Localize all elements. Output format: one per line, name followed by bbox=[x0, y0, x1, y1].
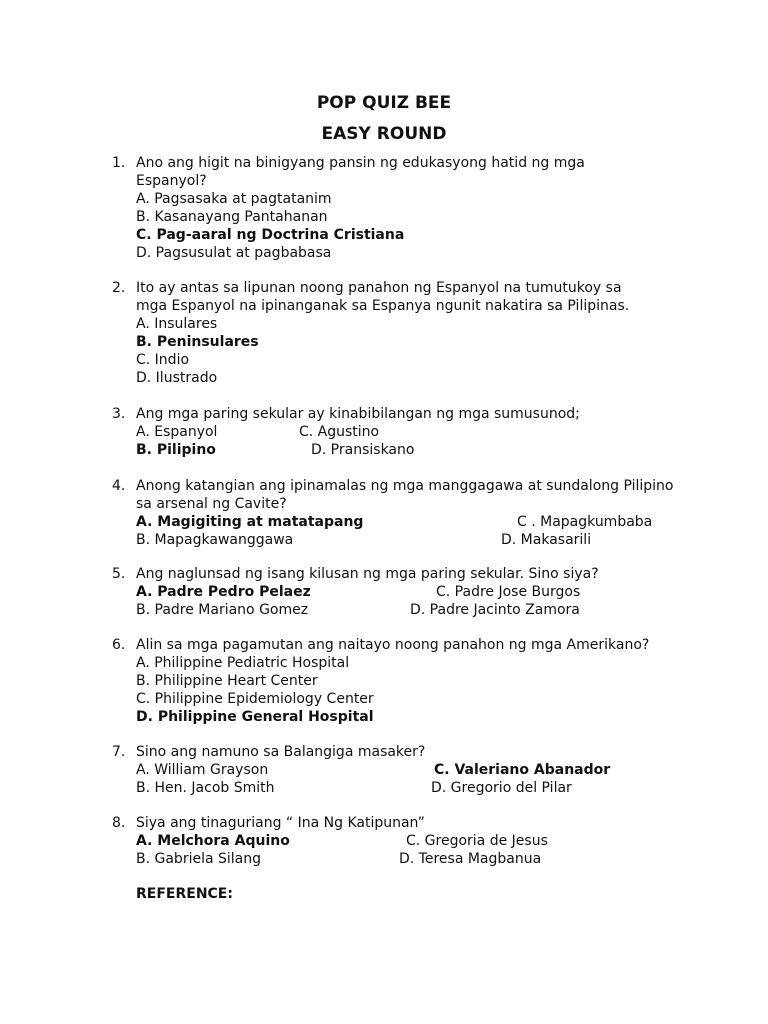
choice-b: B. Philippine Heart Center bbox=[136, 673, 318, 689]
choice-b-answer: B. Pilipino bbox=[136, 442, 216, 458]
choice-d: D. Makasarili bbox=[501, 532, 592, 548]
question-text-line: Sino ang namuno sa Balangiga masaker? bbox=[136, 744, 426, 760]
choice-d: D. Gregorio del Pilar bbox=[431, 780, 572, 796]
choice-b: B. Kasanayang Pantahanan bbox=[136, 209, 328, 225]
question-number: 5. bbox=[112, 566, 126, 582]
choice-b-answer: B. Peninsulares bbox=[136, 334, 259, 350]
choice-a-answer: A. Magigiting at matatapang bbox=[136, 514, 364, 530]
question-text-line: mga Espanyol na ipinanganak sa Espanya ngunit nakatira sa Pilipinas. bbox=[136, 298, 630, 314]
choice-d: D. Pransiskano bbox=[311, 442, 415, 458]
choice-c: C. Gregoria de Jesus bbox=[406, 833, 548, 849]
question-text-line: Ito ay antas sa lipunan noong panahon ng Espanyol na tumutukoy sa bbox=[136, 280, 622, 296]
choice-c: C. Agustino bbox=[299, 424, 380, 440]
question-number: 7. bbox=[112, 744, 126, 760]
question-text-line: Espanyol? bbox=[136, 173, 207, 189]
question-number: 3. bbox=[112, 406, 126, 422]
choice-a: A. William Grayson bbox=[136, 762, 269, 778]
round-title: EASY ROUND bbox=[321, 124, 447, 144]
choice-a-answer: A. Padre Pedro Pelaez bbox=[136, 584, 311, 600]
choice-a: A. Philippine Pediatric Hospital bbox=[136, 655, 350, 671]
question-number: 1. bbox=[112, 155, 126, 171]
choice-b: B. Hen. Jacob Smith bbox=[136, 780, 275, 796]
choice-d: D. Teresa Magbanua bbox=[399, 851, 542, 867]
document-title: POP QUIZ BEE bbox=[316, 93, 452, 113]
choice-d: D. Pagsusulat at pagbabasa bbox=[136, 245, 332, 261]
question-text-line: Alin sa mga pagamutan ang naitayo noong panahon ng mga Amerikano? bbox=[136, 637, 650, 653]
choice-a: A. Espanyol bbox=[136, 424, 218, 440]
choice-c: C . Mapagkumbaba bbox=[517, 514, 653, 530]
reference-label: REFERENCE: bbox=[136, 886, 233, 902]
question-text-line: Ang naglunsad ng isang kilusan ng mga paring sekular. Sino siya? bbox=[136, 566, 599, 582]
choice-b: B. Mapagkawanggawa bbox=[136, 532, 294, 548]
choice-b: B. Gabriela Silang bbox=[136, 851, 262, 867]
choice-a-answer: A. Melchora Aquino bbox=[136, 833, 290, 849]
choice-d-answer: D. Philippine General Hospital bbox=[136, 709, 374, 725]
question-number: 4. bbox=[112, 478, 126, 494]
question-number: 8. bbox=[112, 815, 126, 831]
choice-a: A. Pagsasaka at pagtatanim bbox=[136, 191, 332, 207]
question-text-line: Anong katangian ang ipinamalas ng mga manggagawa at sundalong Pilipino bbox=[136, 478, 674, 494]
choice-c: C. Philippine Epidemiology Center bbox=[136, 691, 374, 707]
question-text-line: Siya ang tinaguriang “ Ina Ng Katipunan” bbox=[136, 815, 425, 831]
question-text-line: Ang mga paring sekular ay kinabibilangan ng mga sumusunod; bbox=[136, 406, 580, 422]
question-number: 6. bbox=[112, 637, 126, 653]
question-text-line: sa arsenal ng Cavite? bbox=[136, 496, 287, 512]
choice-a: A. Insulares bbox=[136, 316, 218, 332]
choice-b: B. Padre Mariano Gomez bbox=[136, 602, 309, 618]
question-text-line: Ano ang higit na binigyang pansin ng edukasyong hatid ng mga bbox=[136, 155, 585, 171]
question-number: 2. bbox=[112, 280, 126, 296]
choice-c-answer: C. Pag-aaral ng Doctrina Cristiana bbox=[136, 227, 405, 243]
choice-d: D. Padre Jacinto Zamora bbox=[410, 602, 580, 618]
choice-c-answer: C. Valeriano Abanador bbox=[434, 762, 611, 778]
choice-c: C. Indio bbox=[136, 352, 190, 368]
choice-d: D. Ilustrado bbox=[136, 370, 218, 386]
choice-c: C. Padre Jose Burgos bbox=[436, 584, 581, 600]
